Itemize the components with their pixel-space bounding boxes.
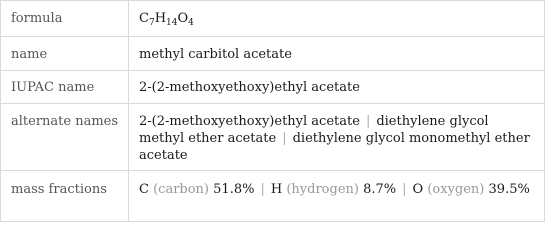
separator: | [402,182,407,197]
name-label: name [1,37,129,71]
alternate-name: diethylene glycol methyl ether acetate [139,114,489,146]
element-name: (carbon) [153,182,210,197]
row-mass-fractions [1,171,545,222]
separator: | [365,114,371,129]
alternate-names-value [129,104,545,171]
formula-element: O [177,11,189,26]
formula-subscript: 14 [166,18,178,28]
iupac-value: 2-(2-methoxyethoxy)ethyl acetate [129,71,545,104]
alternate-names-label: alternate names [1,104,129,171]
alternate-name: 2-(2-methoxyethoxy)ethyl acetate [139,114,360,129]
element-percent: 51.8% [213,182,255,197]
element-symbol: H [270,182,283,197]
row-formula [1,1,545,37]
formula-subscript: 4 [188,18,194,28]
formula-value [129,1,545,37]
iupac-label: IUPAC name [1,71,129,104]
element-percent: 39.5% [488,182,530,197]
separator: | [260,182,265,197]
name-value: methyl carbitol acetate [129,37,545,71]
element-name: (hydrogen) [286,182,359,197]
formula-element: C [139,11,149,26]
element-name: (oxygen) [427,182,485,197]
formula-label: formula [1,1,129,37]
mass-fractions-value [129,171,545,222]
row-iupac [1,71,545,104]
mass-fractions-label: mass fractions [1,171,129,222]
formula-subscript: 7 [148,18,155,28]
row-name [1,37,545,71]
element-symbol: C [139,182,149,197]
element-symbol: O [412,182,424,197]
formula-element: H [154,11,167,26]
element-percent: 8.7% [363,182,397,197]
alternate-name: diethylene glycol monomethyl ether acetate [139,131,530,163]
row-alternate-names [1,104,545,171]
separator: | [282,131,287,146]
